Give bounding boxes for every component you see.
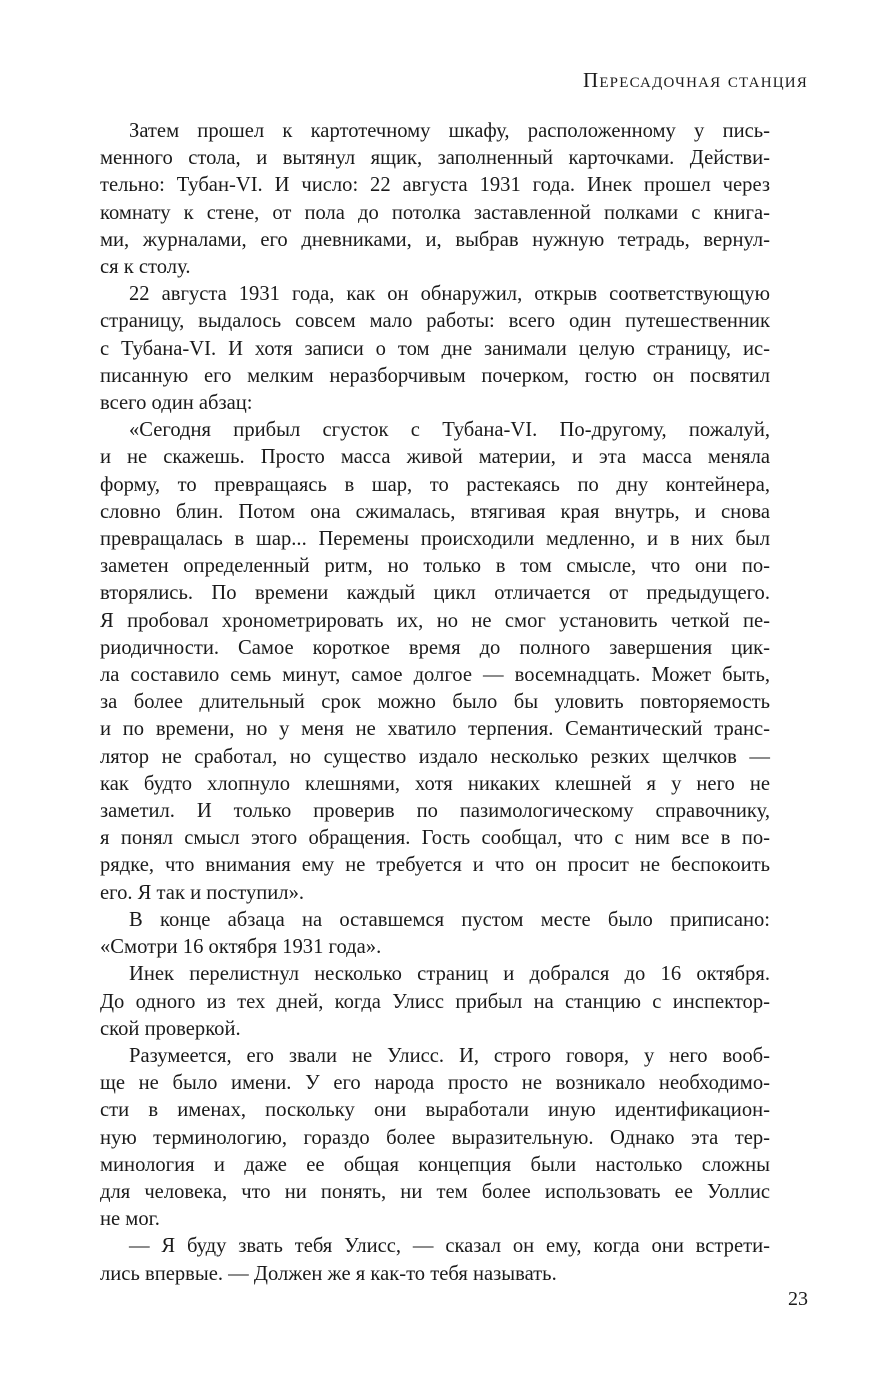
text-line: — Я буду звать тебя Улисс, — сказал он ему, когда они встрети-: [129, 1235, 770, 1258]
text-line: заметил. И только проверив по пазимологическому справочнику,: [100, 800, 770, 823]
text-line: за более длительный срок можно было бы уловить повторяемость: [100, 691, 770, 714]
text-line: я понял смысл этого обращения. Гость сообщал, что с ним все в по-: [100, 827, 770, 850]
paragraph: [100, 281, 770, 417]
text-line: ся к столу.: [100, 256, 191, 279]
text-line: «Сегодня прибыл сгусток с Тубана-VI. По-другому, пожалуй,: [129, 419, 770, 442]
text-line: для человека, что ни понять, ни тем более использовать ее Уоллис: [100, 1180, 770, 1203]
text-line: 22 августа 1931 года, как он обнаружил, открыв соответствующую: [129, 283, 770, 306]
text-line: менного стола, и вытянул ящик, заполненный карточками. Действи-: [100, 147, 770, 170]
paragraph: [100, 417, 770, 907]
text-line: не мог.: [100, 1208, 160, 1231]
text-line: лись впервые. — Должен же я как-то тебя называть.: [100, 1262, 557, 1285]
text-line: В конце абзаца на оставшемся пустом месте было приписано:: [129, 908, 770, 931]
text-line: его. Я так и поступил».: [100, 881, 305, 904]
text-line: Затем прошел к картотечному шкафу, расположенному у пись-: [129, 120, 770, 142]
text-line: и по времени, но у меня не хватило терпения. Семантический транс-: [100, 718, 770, 741]
text-line: ную терминологию, гораздо более выразительную. Однако эта тер-: [100, 1126, 770, 1149]
text-line: страницу, выдалось совсем мало работы: всего один путешественник: [100, 310, 770, 333]
text-line: сти в именах, поскольку они выработали иную идентификацион-: [100, 1099, 770, 1122]
paragraph: [100, 118, 770, 281]
text-line: минология и даже ее общая концепция были настолько сложны: [100, 1153, 770, 1176]
running-head: Пересадочная станция: [582, 68, 808, 92]
text-line: писанную его мелким неразборчивым почерком, гостю он посвятил: [100, 364, 770, 387]
text-line: «Смотри 16 октября 1931 года».: [100, 936, 382, 959]
text-line: ской проверкой.: [100, 1017, 241, 1040]
text-line: с Тубана-VI. И хотя записи о том дне занимали целую страницу, ис-: [100, 337, 770, 360]
text-line: вторялись. По времени каждый цикл отличается от предыдущего.: [100, 582, 770, 605]
text-line: и не скажешь. Просто масса живой материи, и эта масса меняла: [100, 446, 770, 469]
text-line: лятор не сработал, но существо издало несколько резких щелчков —: [100, 745, 770, 768]
body-text: [100, 118, 770, 1288]
paragraph: [100, 1043, 770, 1233]
paragraph: [100, 907, 770, 961]
text-line: превращалась в шар... Перемены происходили медленно, и в них был: [100, 528, 770, 551]
text-line: ла составило семь минут, самое долгое — восемнадцать. Может быть,: [100, 664, 770, 687]
page-number: 23: [788, 1288, 808, 1310]
text-line: всего один абзац:: [100, 392, 253, 415]
text-line: риодичности. Самое короткое время до полного завершения цик-: [100, 636, 770, 659]
text-line: ще не было имени. У его народа просто не возникало необходимо-: [100, 1072, 770, 1095]
paragraph: [100, 961, 770, 1043]
text-line: Я пробовал хронометрировать их, но не смог установить четкой пе-: [100, 609, 770, 632]
text-line: как будто хлопнуло клешнями, хотя никаких клешней я у него не: [100, 772, 770, 795]
text-line: ми, журналами, его дневниками, и, выбрав нужную тетрадь, вернул-: [100, 228, 770, 251]
text-line: словно блин. Потом она сжималась, втягивая края внутрь, и снова: [100, 500, 770, 523]
paragraph: [100, 1233, 770, 1287]
text-line: заметен определенный ритм, но только в том смысле, что они по-: [100, 555, 770, 578]
text-line: Разумеется, его звали не Улисс. И, строго говоря, у него вооб-: [129, 1044, 770, 1067]
text-line: Инек перелистнул несколько страниц и добрался до 16 октября.: [129, 963, 770, 986]
text-line: тельно: Тубан-VI. И число: 22 августа 1931 года. Инек прошел через: [100, 174, 770, 197]
text-line: рядке, что внимания ему не требуется и что он просит не беспокоить: [100, 854, 770, 877]
text-line: комнату к стене, от пола до потолка заставленной полками с книга-: [100, 201, 770, 224]
text-line: форму, то превращаясь в шар, то растекаясь по дну контейнера,: [100, 473, 770, 496]
text-line: До одного из тех дней, когда Улисс прибыл на станцию с инспектор-: [100, 990, 770, 1013]
